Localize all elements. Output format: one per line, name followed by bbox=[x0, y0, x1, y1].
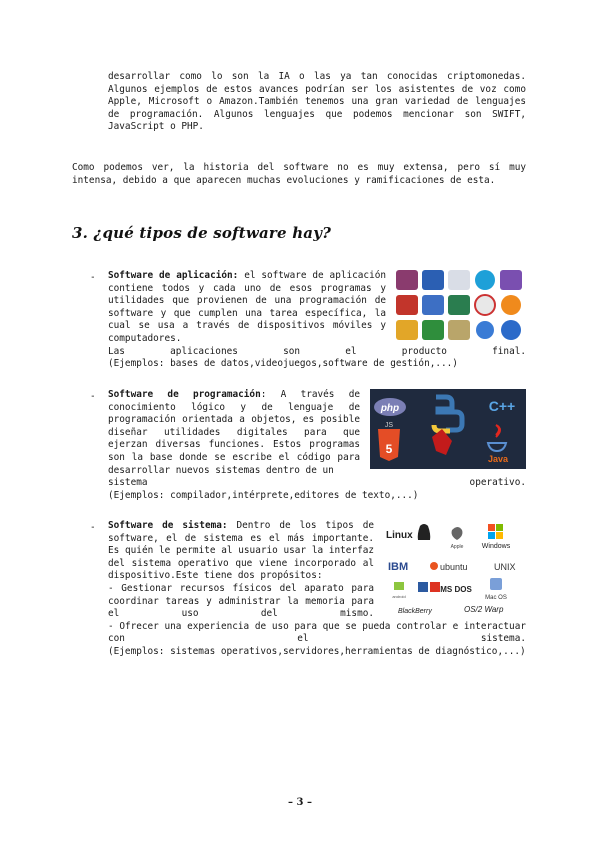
summary-paragraph: Como podemos ver, la historia del software no es muy extensa, pero sí muy intensa, debido a que aparecen muchas evoluciones y ramificaciones de esta. bbox=[72, 162, 526, 186]
logo-label: JS bbox=[384, 422, 394, 429]
logo-label: IBM bbox=[388, 561, 409, 573]
item-application-software bbox=[108, 270, 526, 371]
logo-label: Windows bbox=[481, 543, 511, 550]
section-heading: 3. ¿qué tipos de software hay? bbox=[72, 224, 332, 242]
logo-label: BlackBerry bbox=[398, 608, 432, 615]
logo-label: Apple bbox=[450, 544, 464, 550]
logo-label: 5 bbox=[385, 442, 393, 456]
logo-label: android bbox=[392, 594, 406, 599]
logo-label: OS/2 Warp bbox=[464, 605, 504, 614]
item-final-line: sistema operativo. bbox=[108, 477, 526, 489]
item-body: Dentro de los tipos de software, el de sistema es el más importante. Es quién le permite al usuario usar la interfaz del sistema operativo que viene incorporado al dispositivo.Este tiene dos propósitos: bbox=[108, 520, 374, 582]
logo-label: Mac OS bbox=[485, 595, 507, 601]
item-title-suffix: : bbox=[260, 389, 267, 400]
item-body: A través de conocimiento lógico y de lenguaje de programación orientada a objetos, es posible diseñar utilidades digitales para que ejerzan diversas funciones. Estos programas son la base donde se escribe el código para desarrollar nuevos sistemas dentro de un bbox=[108, 389, 360, 476]
bullet-dash: - bbox=[90, 522, 96, 533]
item-examples: (Ejemplos: compilador,intérprete,editores de texto,...) bbox=[108, 489, 419, 501]
bullet-dash: - bbox=[90, 391, 96, 402]
item-programming-software bbox=[108, 389, 526, 502]
logo-label: ubuntu bbox=[440, 562, 468, 572]
item-examples: (Ejemplos: bases de datos,videojuegos,software de gestión,...) bbox=[108, 358, 458, 370]
programming-languages-logos-image bbox=[370, 389, 526, 469]
item-title: Software de aplicación: bbox=[108, 270, 239, 281]
logo-label: Java bbox=[487, 454, 509, 464]
item-system-software bbox=[108, 520, 526, 659]
logo-label: C++ bbox=[488, 398, 516, 414]
item-title: Software de sistema: bbox=[108, 520, 228, 531]
item-body: el software de aplicación contiene todos y cada uno de esos programas y utilidades que provienen de una programación de software y que cumplen una tarea específica, la cual se usa a través de dispositivos móviles y computadores. bbox=[108, 270, 386, 344]
intro-paragraph: desarrollar como lo son la IA o las ya tan conocidas criptomonedas. Algunos ejemplos de estos avances podrían ser los asistentes de voz como Apple, Microsoft o Amazon.También tenemos una gran variedad de lenguajes de programación. Algunos lenguajes que podemos mencionar son SWIFT, JavaScript o PHP. bbox=[108, 71, 526, 133]
office-apps-icons-image bbox=[396, 270, 526, 342]
logo-label: Linux bbox=[386, 530, 413, 541]
logo-label: MS DOS bbox=[440, 585, 472, 594]
logo-label: php bbox=[380, 403, 400, 414]
bullet-dash: - bbox=[90, 272, 96, 283]
page-number: – 3 – bbox=[288, 797, 312, 808]
logo-label: UNIX bbox=[494, 562, 516, 572]
item-final-line: Las aplicaciones son el producto final. bbox=[108, 345, 526, 357]
item-title: Software de programación bbox=[108, 389, 261, 400]
item-purpose-2: - Ofrecer una experiencia de uso para que se pueda controlar e interactuar con el sistema. bbox=[108, 620, 526, 645]
operating-systems-logos-image bbox=[384, 520, 526, 616]
item-purpose-1: - Gestionar recursos físicos del aparato para coordinar tareas y administrar la memoria para el uso del mismo. bbox=[108, 582, 374, 620]
item-examples: (Ejemplos: sistemas operativos,servidores,herramientas de diagnóstico,...) bbox=[108, 645, 526, 657]
